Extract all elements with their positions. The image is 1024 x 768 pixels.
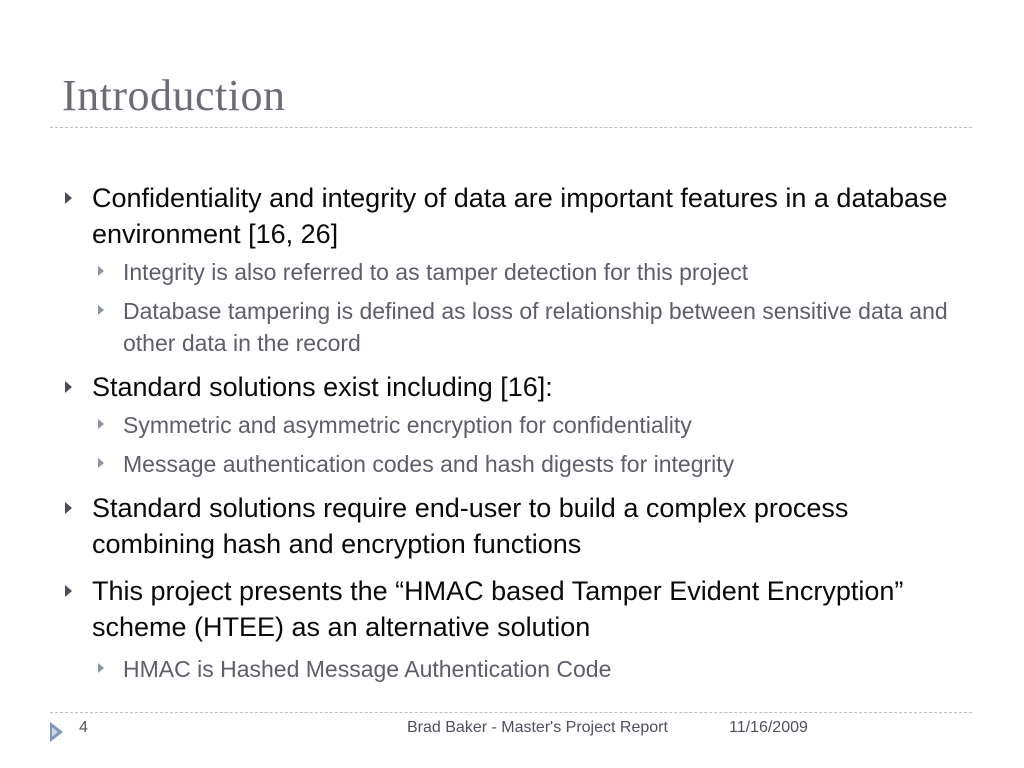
triangle-bullet-icon [98, 663, 104, 673]
sub-bullet-item [123, 409, 973, 441]
sub-bullet-text: Integrity is also referred to as tamper detection for this project [123, 259, 749, 285]
footer-date: 11/16/2009 [729, 719, 808, 736]
bullet-item [92, 180, 972, 252]
sub-bullet-text: Symmetric and asymmetric encryption for confidentiality [123, 412, 692, 438]
slide-body [0, 180, 1024, 692]
triangle-bullet-icon [98, 419, 104, 429]
footer-divider [50, 712, 972, 713]
triangle-bullet-icon [98, 458, 104, 468]
bullet-item [92, 573, 972, 645]
title-divider [50, 127, 972, 128]
sub-bullet-item [123, 653, 973, 685]
bullet-text: Confidentiality and integrity of data are important features in a database environment [16, 26] [92, 183, 948, 249]
sub-bullet-text: HMAC is Hashed Message Authentication Code [123, 656, 612, 682]
footer-presenter: Brad Baker - Master's Project Report [407, 719, 668, 736]
page-number: 4 [79, 719, 88, 736]
triangle-bullet-icon [65, 585, 72, 597]
bullet-text: Standard solutions exist including [16]: [92, 372, 553, 402]
bullet-text: This project presents the “HMAC based Tamper Evident Encryption” scheme (HTEE) as an alternative solution [92, 576, 904, 642]
triangle-bullet-icon [65, 192, 72, 204]
sub-bullet-item [123, 256, 973, 288]
triangle-bullet-icon [65, 502, 72, 514]
sub-bullet-item [123, 295, 973, 359]
sub-bullet-item [123, 448, 973, 480]
triangle-bullet-icon [98, 305, 104, 315]
slide-title: Introduction [62, 71, 286, 120]
triangle-bullet-icon [65, 381, 72, 393]
sub-bullet-text: Message authentication codes and hash digests for integrity [123, 451, 735, 477]
bullet-item [92, 490, 972, 562]
sub-bullet-text: Database tampering is defined as loss of relationship between sensitive data and other data in the record [123, 298, 948, 356]
triangle-bullet-icon [98, 266, 104, 276]
play-arrow-highlight [52, 727, 58, 737]
bullet-item [92, 369, 972, 405]
bullet-text: Standard solutions require end-user to build a complex process combining hash and encryption functions [92, 493, 849, 559]
